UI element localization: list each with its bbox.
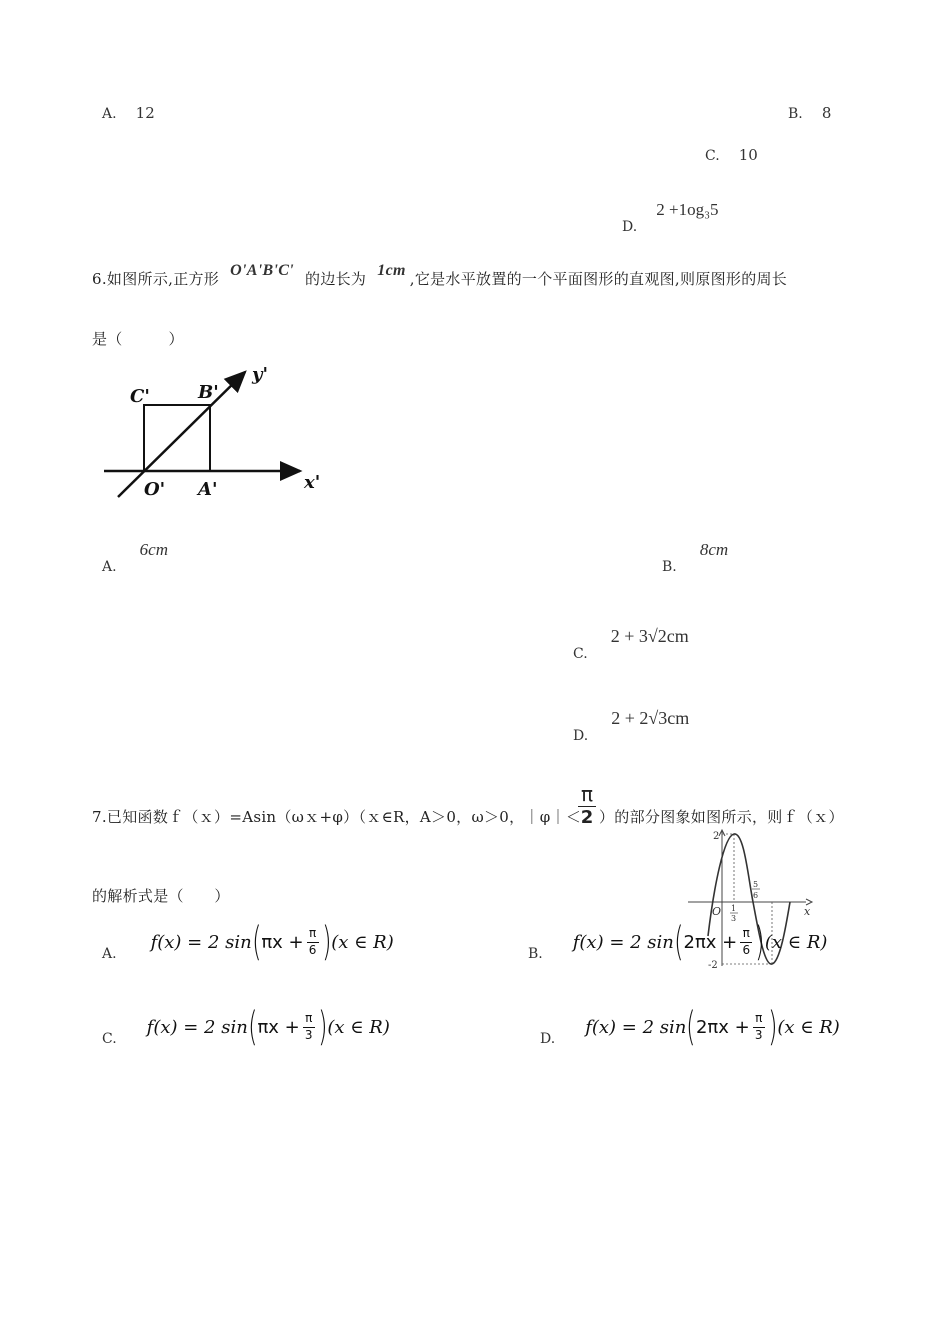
left-paren: (	[251, 919, 262, 965]
option-value: 2 + 3√2cm	[610, 626, 689, 646]
formula-inner: 2πx +	[683, 931, 738, 953]
option-value: 8	[821, 104, 832, 122]
label-y: y'	[252, 364, 268, 385]
q7-stem-line1	[92, 806, 581, 827]
q5-option-d[interactable]	[622, 200, 719, 235]
q6-option-c[interactable]	[573, 626, 689, 662]
q7-option-d[interactable]	[540, 1004, 840, 1050]
option-letter: B.	[662, 559, 677, 575]
frac-denominator: 2	[580, 807, 594, 828]
option-value: 10	[738, 146, 758, 164]
label-origin: O	[712, 905, 722, 918]
option-letter: C.	[705, 148, 720, 164]
label-x: x'	[304, 472, 321, 493]
stem-text: 已知函数ｆ（ｘ）=Asin（ωｘ+φ）（ｘ∈R，A＞0，ω＞0，｜φ｜＜	[106, 808, 582, 826]
formula-lhs: f(x) = 2 sin	[146, 1016, 248, 1038]
q6-option-a[interactable]	[102, 540, 168, 575]
tick-five-sixth-num: 5	[753, 880, 759, 889]
left-paren: (	[674, 919, 684, 965]
q7-option-c[interactable]	[102, 1004, 390, 1050]
option-value: 6cm	[139, 540, 168, 559]
option-letter: C.	[102, 1031, 117, 1047]
formula-frac: $\frac{\pi}{3}$	[753, 1012, 765, 1041]
tick-one-third-num: 1	[731, 904, 737, 913]
q7-stem-line1-end: ）的部分图象如图所示，则ｆ（ｘ）	[599, 808, 844, 826]
formula-domain: (x ∈ R)	[331, 931, 394, 953]
q6-stem-line1	[92, 262, 788, 289]
stem-text: ,它是水平放置的一个平面图形的直观图,则原图形的周长	[409, 270, 788, 288]
option-letter: D.	[622, 219, 638, 235]
right-paren: )	[755, 919, 765, 965]
label-ymin: -2	[708, 960, 718, 971]
q5-option-c[interactable]	[705, 145, 758, 164]
q5-option-b[interactable]	[788, 103, 831, 122]
formula-domain: (x ∈ R)	[764, 931, 828, 953]
q7-option-b[interactable]	[528, 919, 828, 965]
q7-stem-line2: 的解析式是（ ）	[92, 887, 230, 905]
left-paren: (	[686, 1004, 696, 1050]
right-paren: )	[767, 1004, 778, 1050]
formula-frac: $\frac{\pi}{6}$	[740, 927, 752, 956]
square-name: O'A'B'C'	[230, 262, 294, 279]
left-paren: (	[247, 1004, 258, 1050]
option-value: 2 + 2√3cm	[611, 708, 690, 728]
option-letter: B.	[528, 946, 543, 962]
option-formula	[572, 919, 828, 965]
option-letter: A.	[102, 946, 117, 962]
option-letter: D.	[540, 1031, 556, 1047]
label-x: x	[804, 905, 811, 918]
q7-option-a[interactable]	[102, 919, 394, 965]
option-letter: B.	[788, 106, 803, 122]
stem-text: 如图所示,正方形	[106, 270, 220, 288]
option-formula	[585, 1004, 840, 1050]
option-value: 8cm	[699, 540, 729, 559]
label-a: A'	[198, 479, 218, 500]
tick-five-sixth-den: 6	[753, 891, 759, 900]
option-value: 12	[135, 104, 155, 122]
formula-lhs: f(x) = 2 sin	[150, 931, 252, 953]
label-o: O'	[144, 479, 166, 500]
formula-frac: $\frac{\pi}{3}$	[303, 1012, 315, 1041]
tick-one-third-den: 3	[731, 914, 737, 923]
option-value: 2 +1og₃5	[656, 200, 719, 219]
formula-domain: (x ∈ R)	[777, 1016, 840, 1038]
question-number: 7.	[92, 808, 107, 826]
option-letter: A.	[102, 106, 117, 122]
q7-frac	[578, 782, 596, 828]
formula-inner: πx +	[257, 1016, 300, 1038]
q5-option-a[interactable]	[102, 103, 155, 122]
question-number: 6.	[92, 270, 107, 288]
formula-inner: πx +	[261, 931, 304, 953]
formula-lhs: f(x) = 2 sin	[585, 1016, 687, 1038]
stem-text: 的边长为	[305, 270, 367, 288]
option-formula	[150, 919, 394, 965]
right-paren: )	[321, 919, 332, 965]
label-c: C'	[130, 386, 150, 407]
right-paren: )	[317, 1004, 328, 1050]
q6-figure	[100, 360, 340, 505]
formula-inner: 2πx +	[695, 1016, 750, 1038]
option-letter: D.	[573, 728, 589, 744]
q6-option-d[interactable]	[573, 708, 690, 744]
side-length: 1cm	[377, 262, 406, 279]
option-formula	[146, 1004, 390, 1050]
q6-stem-line2: 是（ ）	[92, 330, 184, 348]
frac-numerator: π	[580, 782, 594, 806]
formula-lhs: f(x) = 2 sin	[572, 931, 674, 953]
formula-domain: (x ∈ R)	[327, 1016, 390, 1038]
formula-frac: $\frac{\pi}{6}$	[307, 927, 319, 956]
option-letter: C.	[573, 646, 588, 662]
label-b: B'	[198, 382, 219, 403]
option-letter: A.	[102, 559, 117, 575]
q6-option-b[interactable]	[662, 540, 729, 575]
label-ymax: 2	[713, 831, 720, 842]
